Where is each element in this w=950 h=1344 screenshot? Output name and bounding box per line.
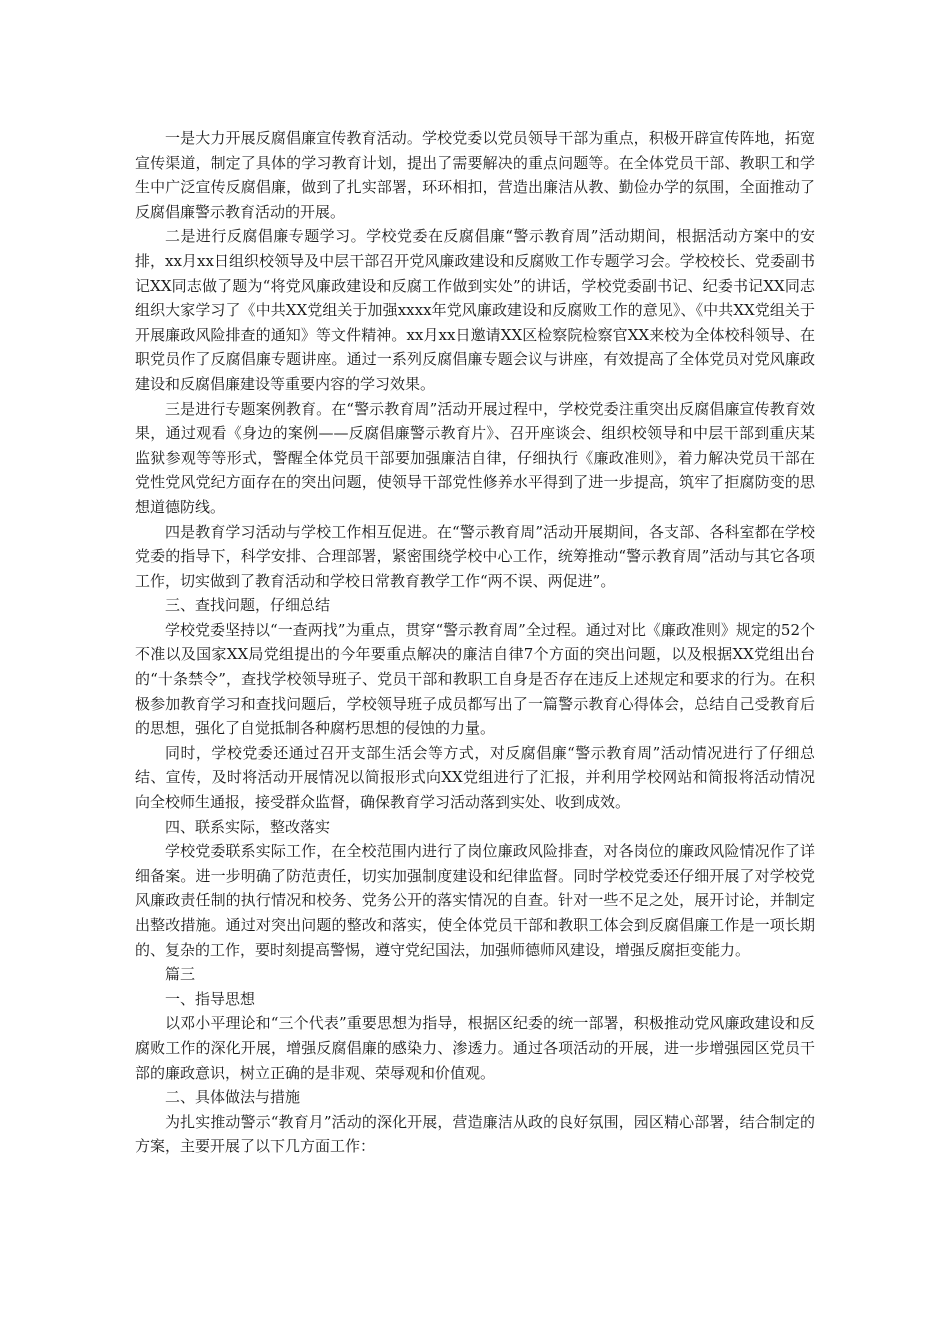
paragraph-one-check-two-find: 学校党委坚持以“一查两找”为重点，贯穿“警示教育周”全过程。通过对比《廉政准则》规定的52个不准以及国家XX局党组提出的今年要重点解决的廉洁自律7个方面的突出问题，以及根据XX党组出台的“十条禁令”，查找学校领导班子、党员干部和教职工自身是否存在违反上述规定和要求的行为。在积极参加教育学习和查找问题后，学校领导班子成员都写出了一篇警示教育心得体会，总结自己受教育后的思想，强化了自觉抵制各种腐朽思想的侵蚀的力量。 [135, 620, 815, 738]
paragraph-publicity: 一是大力开展反腐倡廉宣传教育活动。学校党委以党员领导干部为重点，积极开辟宣传阵地，拓宽宣传渠道，制定了具体的学习教育计划，提出了需要解决的重点问题等。在全体党员干部、教职工和学生中广泛宣传反腐倡廉，做到了扎实部署，环环相扣，营造出廉洁从教、勤俭办学的氛围，全面推动了反腐倡廉警示教育活动的开展。 [135, 129, 815, 221]
paragraph-guiding-ideology: 以邓小平理论和“三个代表”重要思想为指导，根据区纪委的统一部署，积极推动党风廉政建设和反腐败工作的深化开展，增强反腐倡廉的感染力、渗透力。通过各项活动的开展，进一步增强园区党员干部的廉政意识，树立正确的是非观、荣辱观和价值观。 [135, 1014, 815, 1082]
part-heading-three: 篇三 [165, 965, 196, 984]
paragraph-case-education: 三是进行专题案例教育。在“警示教育周”活动开展过程中，学校党委注重突出反腐倡廉宣传教育效果，通过观看《身边的案例——反腐倡廉警示教育片》、召开座谈会、组织校领导和中层干部到重庆某监狱参观等等形式，警醒全体党员干部要加强廉洁自律，仔细执行《廉政准则》，着力解决党员干部在党性党风党纪方面存在的突出问题，使领导干部党性修养水平得到了进一步提高，筑牢了拒腐防变的思想道德防线。 [135, 399, 815, 516]
paragraph-study: 二是进行反腐倡廉专题学习。学校党委在反腐倡廉“警示教育周”活动期间，根据活动方案中的安排，xx月xx日组织校领导及中层干部召开党风廉政建设和反腐败工作专题学习会。学校校长、党委副书记XX同志做了题为“将党风廉政建设和反腐工作做到实处”的讲话，学校党委副书记、纪委书记XX同志组织大家学习了《中共XX党组关于加强xxxx年党风廉政建设和反腐败工作的意见》、《中共XX党组关于开展廉政风险排查的通知》等文件精神。xx月xx日邀请XX区检察院检察官XX来校为全体校科领导、在职党员作了反腐倡廉专题讲座。通过一系列反腐倡廉专题会议与讲座，有效提高了全体党员对党风廉政建设和反腐倡廉建设等重要内容的学习效果。 [135, 227, 815, 393]
paragraph-summary-report: 同时，学校党委还通过召开支部生活会等方式，对反腐倡廉“警示教育周”活动情况进行了仔细总结、宣传，及时将活动开展情况以简报形式向XX党组进行了汇报，并利用学校网站和简报将活动情况向全校师生通报，接受群众监督，确保教育学习活动落到实处、收到成效。 [135, 743, 815, 812]
section-heading-guiding-ideology: 一、指导思想 [165, 989, 256, 1008]
paragraph-mutual-promotion: 四是教育学习活动与学校工作相互促进。在“警示教育周”活动开展期间，各支部、各科室都在学校党委的指导下，科学安排、合理部署，紧密围绕学校中心工作，统筹推动“警示教育周”活动与其它各项工作，切实做到了教育活动和学校日常教育教学工作“两不误、两促进”。 [135, 522, 815, 590]
section-heading-find-problems: 三、查找问题，仔细总结 [165, 596, 331, 615]
paragraph-measures: 为扎实推动警示“教育月”活动的深化开展，营造廉洁从政的良好氛围，园区精心部署，结合制定的方案，主要开展了以下几方面工作： [135, 1112, 815, 1156]
document-body [135, 126, 815, 1159]
paragraph-risk-check: 学校党委联系实际工作，在全校范围内进行了岗位廉政风险排查，对各岗位的廉政风险情况作了详细备案。进一步明确了防范责任，切实加强制度建设和纪律监督。同时学校党委还仔细开展了对学校党风廉政责任制的执行情况和校务、党务公开的落实情况的自查。针对一些不足之处，展开讨论，并制定出整改措施。通过对突出问题的整改和落实，使全体党员干部和教职工体会到反腐倡廉工作是一项长期的、复杂的工作，要时刻提高警惕，遵守党纪国法，加强师德师风建设，增强反腐拒变能力。 [135, 842, 815, 959]
section-heading-rectification: 四、联系实际，整改落实 [165, 817, 331, 836]
section-heading-measures: 二、具体做法与措施 [165, 1088, 301, 1107]
